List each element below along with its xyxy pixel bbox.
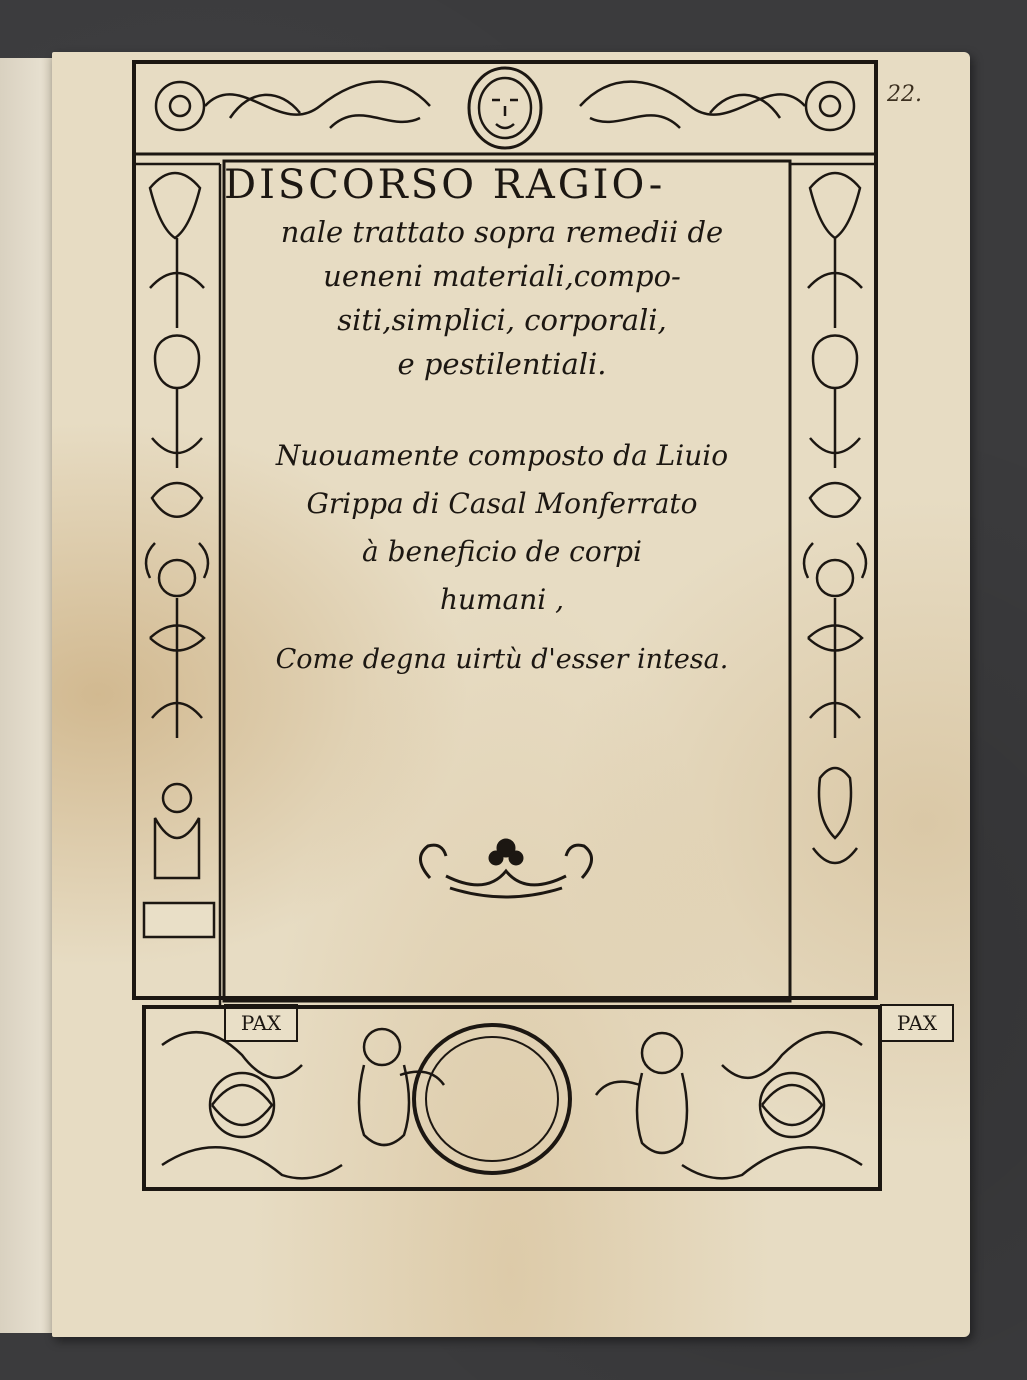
folio-number: 22. (887, 82, 922, 107)
title-page (52, 52, 970, 1337)
title-line-1: DISCORSO RAGIO- (224, 162, 666, 208)
author-line-4: humani , (439, 583, 565, 616)
title-line-4: siti,simplici, corporali, (337, 303, 667, 337)
motto-line: Come degna uirtù d'esser intesa. (275, 644, 729, 675)
right-pax-plaque: PAX (880, 1004, 954, 1042)
facing-page-edge (0, 58, 58, 1333)
left-column-ornament (134, 164, 220, 1008)
title-line-5: e pestilentiali. (397, 347, 607, 381)
author-line-1: Nuouamente composto da Liuio (275, 439, 729, 472)
author-line-3: à beneficio de corpi (362, 535, 642, 568)
right-column-ornament (790, 164, 876, 863)
bottom-woodcut-band (142, 1005, 882, 1191)
fleuron-ornament (420, 840, 591, 897)
title-line-2: nale trattato sopra remedii de (280, 215, 724, 249)
author-line-2: Grippa di Casal Monferrato (306, 487, 698, 520)
top-scroll-ornament (156, 68, 854, 148)
left-pax-plaque: PAX (224, 1004, 298, 1042)
title-text-block (222, 160, 782, 682)
title-line-3: ueneni materiali,compo- (323, 259, 681, 293)
